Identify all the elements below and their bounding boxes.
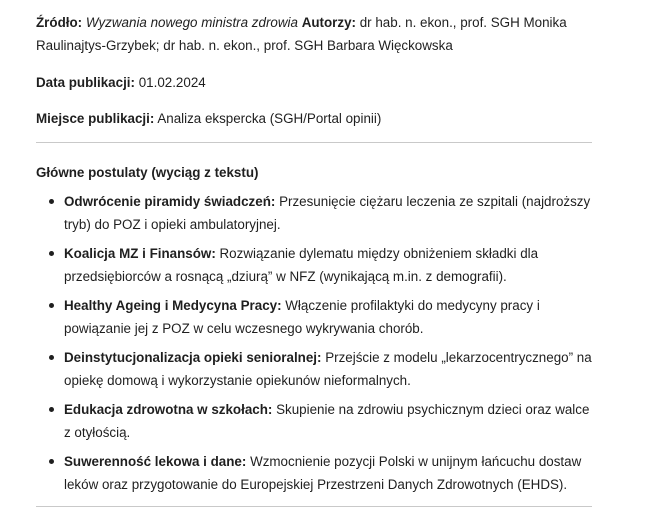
- document-content: [36, 11, 592, 507]
- source-label: Źródło:: [36, 15, 83, 30]
- publication-date-label: Data publikacji:: [36, 75, 135, 90]
- list-item: [64, 398, 592, 444]
- list-item-text: Przesunięcie ciężaru leczenia ze szpitali (najdroższy tryb) do POZ i opieki ambulatoryjnej.: [64, 194, 591, 232]
- list-item-title: Odwrócenie piramidy świadczeń:: [64, 194, 276, 209]
- list-item-title: Koalicja MZ i Finansów:: [64, 246, 216, 261]
- list-item: [64, 346, 592, 392]
- list-item-text: Włączenie profilaktyki do medycyny pracy i powiązanie jej z POZ w celu wczesnego wykrywania chorób.: [64, 298, 540, 336]
- list-item-title: Suwerenność lekowa i dane:: [64, 454, 247, 469]
- list-item-title: Edukacja zdrowotna w szkołach:: [64, 402, 273, 417]
- list-item-title: Healthy Ageing i Medycyna Pracy:: [64, 298, 282, 313]
- list-item-title: Deinstytucjonalizacja opieki senioralnej:: [64, 350, 322, 365]
- list-item-text: Skupienie na zdrowiu psychicznym dzieci oraz walce z otyłością.: [64, 402, 590, 440]
- authors-label: Autorzy:: [301, 15, 356, 30]
- source-line: [36, 11, 592, 57]
- postulates-list: [36, 190, 592, 496]
- list-item-text: Rozwiązanie dylematu między obniżeniem składki dla przedsiębiorców a rosnącą „dziurą” w NFZ (wynikającą m.in. z demografii).: [64, 246, 539, 284]
- divider-bottom: [36, 506, 592, 507]
- publication-date: [36, 71, 592, 94]
- list-item: [64, 242, 592, 288]
- publication-place: [36, 107, 592, 130]
- source-title: Wyzwania nowego ministra zdrowia: [85, 15, 298, 30]
- authors-value: dr hab. n. ekon., prof. SGH Monika Raulinajtys-Grzybek; dr hab. n. ekon., prof. SGH Barbara Więckowska: [36, 15, 567, 53]
- publication-place-value: Analiza ekspercka (SGH/Portal opinii): [157, 111, 382, 126]
- postulates-heading: Główne postulaty (wyciąg z tekstu): [36, 165, 259, 180]
- publication-place-label: Miejsce publikacji:: [36, 111, 155, 126]
- publication-date-value: 01.02.2024: [138, 75, 206, 90]
- list-item-text: Wzmocnienie pozycji Polski w unijnym łańcuchu dostaw leków oraz przygotowanie do Europejskiej Przestrzeni Danych Zdrowotnych (EHDS).: [64, 454, 582, 492]
- list-item-text: Przejście z modelu „lekarzocentrycznego” na opiekę domową i wykorzystanie opiekunów nieformalnych.: [64, 350, 592, 388]
- list-item: [64, 450, 592, 496]
- list-item: [64, 190, 592, 236]
- divider-top: [36, 142, 592, 143]
- list-item: [64, 294, 592, 340]
